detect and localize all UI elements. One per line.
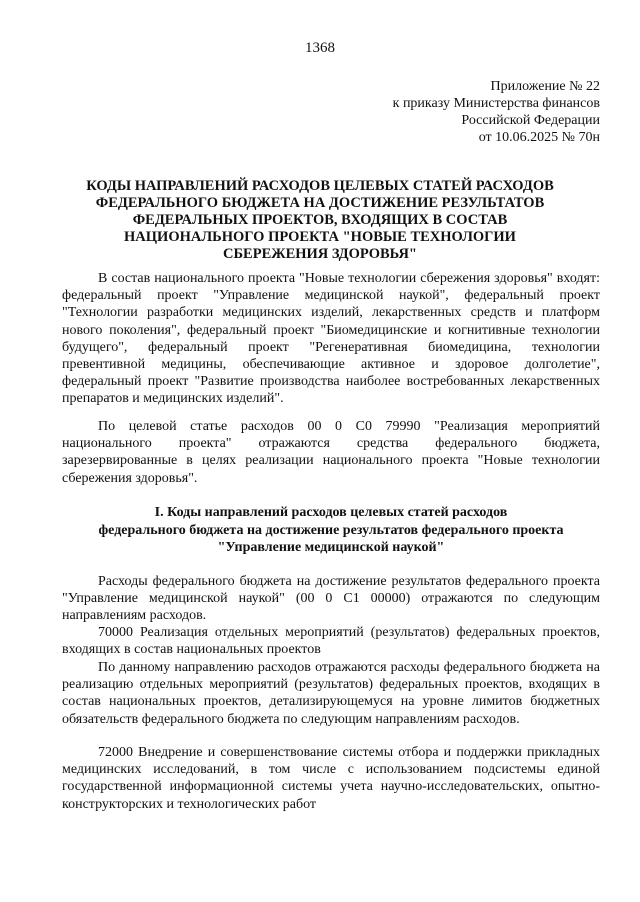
title-line: НАЦИОНАЛЬНОГО ПРОЕКТА "НОВЫЕ ТЕХНОЛОГИИ — [124, 229, 516, 245]
section-paragraph-72000: 72000 Внедрение и совершенствование системы отбора и поддержки прикладных медицинских исследований, в том числе с использованием подсистемы единой государственной информационной системы учета научно-исследовательских, опытно-конструкторских и технологических работ — [62, 745, 600, 812]
title-line: КОДЫ НАПРАВЛЕНИЙ РАСХОДОВ ЦЕЛЕВЫХ СТАТЕЙ РАСХОДОВ — [86, 178, 554, 194]
section-paragraph-70000: 70000 Реализация отдельных мероприятий (результатов) федеральных проектов, входящих в состав национальных проектов — [62, 625, 600, 658]
section-heading-line: "Управление медицинской наукой" — [217, 540, 445, 555]
section-heading-line: I. Коды направлений расходов целевых статей расходов — [154, 505, 508, 520]
section-paragraph-intro: Расходы федерального бюджета на достижение результатов федерального проекта "Управление медицинской наукой" (00 0 C1 00000) отражаются по следующим направлениям расходов. — [62, 574, 600, 624]
appendix-date-line: от 10.06.2025 № 70н — [478, 130, 600, 145]
section-paragraph-description: По данному направлению расходов отражаются расходы федерального бюджета на реализацию отдельных мероприятий (результатов) федеральных проектов, входящих в состав национальных проектов, детализирующемуся на уровне лимитов бюджетных обязательств федерального бюджета по следующим направлениям расходов. — [62, 660, 600, 727]
appendix-reference — [360, 78, 600, 146]
section-heading-line: федерального бюджета на достижение результатов федерального проекта — [98, 522, 564, 538]
appendix-order-line: к приказу Министерства финансов — [392, 96, 600, 111]
section-heading — [62, 504, 600, 557]
document-title — [60, 178, 580, 263]
intro-paragraph-composition: В состав национального проекта "Новые технологии сбережения здоровья" входят: федеральный проект "Управление медицинской наукой", федеральный проект "Технологии разработки медицинских изделий, лекарственных средств и платформ нового поколения", федеральный проект "Биомедицинские и когнитивные технологии будущего", федеральный проект "Регенеративная биомедицина, технологии превентивной медицины, обеспечивающие активное и здоровое долголетие", федеральный проект "Развитие производства наиболее востребованных лекарственных препаратов и медицинских изделий". — [62, 271, 600, 407]
intro-paragraph-reserve: По целевой статье расходов 00 0 C0 79990 "Реализация мероприятий национального проекта" отражаются средства федерального бюджета, зарезервированные в целях реализации национального проекта "Новые технологии сбережения здоровья". — [62, 419, 600, 486]
title-line: ФЕДЕРАЛЬНЫХ ПРОЕКТОВ, ВХОДЯЩИХ В СОСТАВ — [132, 212, 508, 228]
title-line: СБЕРЕЖЕНИЯ ЗДОРОВЬЯ" — [222, 246, 417, 262]
appendix-authority-line: Российской Федерации — [461, 113, 600, 128]
title-line: ФЕДЕРАЛЬНОГО БЮДЖЕТА НА ДОСТИЖЕНИЕ РЕЗУЛЬТАТОВ — [95, 195, 545, 211]
page-number: 1368 — [305, 40, 335, 56]
appendix-number: Приложение № 22 — [490, 79, 600, 94]
